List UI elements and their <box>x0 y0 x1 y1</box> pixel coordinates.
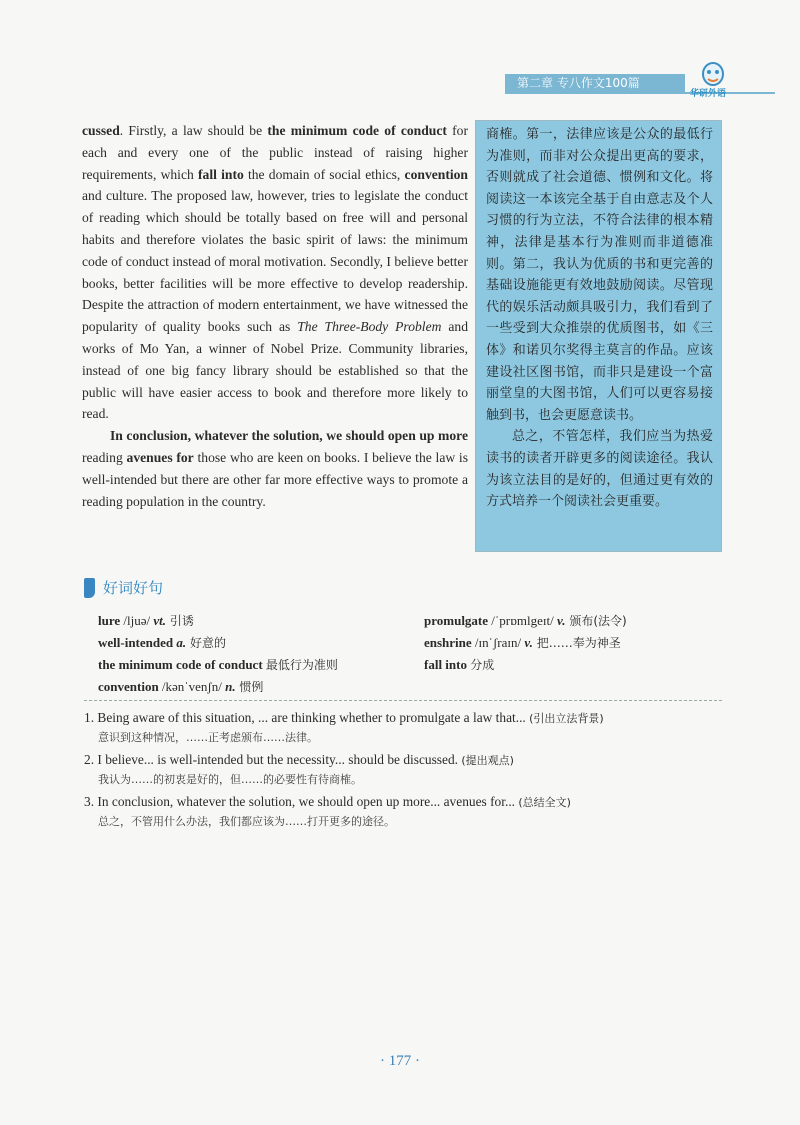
vocab-item <box>98 678 263 695</box>
sentence-tag: (总结全文) <box>518 796 571 809</box>
essay-paragraph-2 <box>82 425 468 512</box>
translation-paragraph-2: 总之，不管怎样，我们应当为热爱读书的读者开辟更多的阅读途径。我认为该立法目的是好的，但通过更有效的方式培养一个阅读社会更重要。 <box>486 429 713 510</box>
vocab-meaning: 把……奉为神圣 <box>532 636 621 650</box>
vocab-meaning: 惯例 <box>235 680 264 694</box>
vocab-term: enshrine <box>424 635 472 650</box>
vocab-pos: vt. <box>153 613 167 628</box>
vocab-phonetic: /ˈprɒmlgeɪt/ <box>488 613 557 628</box>
essay-text-run: for each and every one of the public instead of raising higher requirements, which <box>82 123 468 182</box>
vocab-pos: v. <box>556 613 566 628</box>
essay-text-run: reading <box>82 449 127 465</box>
essay-text-run: fall into <box>198 166 244 182</box>
vocab-meaning: 好意的 <box>186 636 226 650</box>
vocab-item <box>98 656 338 673</box>
sentence-item <box>84 708 734 747</box>
vocab-pos: a. <box>176 635 187 650</box>
essay-text-run: . Firstly, a law should be <box>119 123 268 138</box>
vocab-meaning: 颁布(法令) <box>565 614 627 628</box>
sentence-chinese: 总之，不管用什么办法，我们都应该为……打开更多的途径。 <box>98 815 395 828</box>
brand-name: 华研外语 <box>690 89 727 99</box>
vocab-item <box>98 612 194 629</box>
sentence-chinese: 我认为……的初衷是好的，但……的必要性有待商榷。 <box>98 773 362 786</box>
vocab-item <box>424 634 621 651</box>
essay-text-run: and works of Mo Yan, a winner of Nobel Prize. Community libraries, instead of one big fancy library should be established so that the public will have easier access to book and therefore more likely to read. <box>82 319 468 422</box>
vocab-phonetic: /kənˈvenʃn/ <box>158 679 226 694</box>
translation-paragraph-1: 商榷。第一，法律应该是公众的最低行为准则，而非对公众提出更高的要求，否则就成了社会道德、惯例和文化。将阅读这一本该完全基于自由意志及个人习惯的行为立法，不符合法律的根本精神，法律是基本行为准则而非道德准则。第二，我认为优质的书和更完善的基础设施能更有效地鼓励阅读。尽管现代的娱乐活动颇具吸引力，我们看到了一些受到大众推崇的优质图书，如《三体》和诺贝尔奖得主莫言的作品。应该建设社区图书馆，而非只是建设一个富丽堂皇的大图书馆，人们可以更容易接触到书，也会更愿意读书。 <box>486 127 713 423</box>
sentence-english: 1. Being aware of this situation, ... are thinking whether to promulgate a law that... <box>84 710 530 725</box>
chinese-translation-box <box>475 120 722 552</box>
vocab-pos: v. <box>524 635 533 650</box>
essay-text-run: convention <box>404 166 468 182</box>
essay-text-run: cussed <box>82 123 120 138</box>
vocab-term: fall into <box>424 657 467 672</box>
vocab-phonetic: /ɪnˈʃraɪn/ <box>471 635 525 650</box>
vocab-term: the minimum code of conduct <box>98 657 263 672</box>
sentence-tag: (引出立法背景) <box>529 712 604 725</box>
essay-text-run: and culture. The proposed law, however, tries to legislate the conduct of reading which should be totally based on free will and personal habits and therefore violates the basic spirit of laws: the minimum code of conduct instead of moral motivation. Secondly, I believe better books, better facilities will be more effective to develop readership. Despite the attraction of modern entertainment, we have witnessed the popularity of quality books such as <box>82 188 468 335</box>
chapter-header: 第二章 专八作文100篇 <box>505 74 685 92</box>
essay-text-run: The Three-Body Problem <box>297 319 442 335</box>
section-marker-icon <box>84 578 95 598</box>
sentence-item <box>84 750 734 789</box>
essay-text-run: avenues for <box>126 449 194 465</box>
vocab-item <box>424 612 627 629</box>
essay-paragraph-1 <box>82 120 468 425</box>
vocab-meaning: 引诱 <box>166 614 194 628</box>
vocab-term: lure <box>98 613 121 628</box>
vocab-pos: n. <box>225 679 236 694</box>
vocab-meaning: 最低行为准则 <box>265 658 338 672</box>
vocab-item <box>98 634 226 651</box>
english-essay <box>82 120 468 512</box>
essay-text-run: the minimum code of conduct <box>267 123 447 138</box>
vocab-term: promulgate <box>424 613 489 628</box>
page-number: · 177 · <box>380 1053 420 1069</box>
sentence-item <box>84 792 734 831</box>
vocab-term: convention <box>98 679 159 694</box>
vocab-item <box>424 656 494 673</box>
vocab-meaning: 分成 <box>470 658 495 672</box>
sentence-tag: (提出观点) <box>461 754 514 767</box>
essay-text-run: In conclusion, whatever the solution, we should open up more <box>110 428 468 444</box>
essay-text-run: those who are keen on books. I believe the law is well-intended but there are other far more effective ways to promote a reading population in the country. <box>82 449 469 509</box>
vocab-term: well-intended <box>98 635 174 650</box>
section-title: 好词好句 <box>103 579 164 597</box>
vocab-phonetic: /ljuə/ <box>120 613 154 628</box>
divider <box>84 700 722 701</box>
essay-text-run: the domain of social ethics, <box>243 166 405 182</box>
sentence-english: 3. In conclusion, whatever the solution, we should open up more... avenues for... <box>84 794 519 809</box>
sentence-english: 2. I believe... is well-intended but the necessity... should be discussed. <box>84 752 462 767</box>
sentence-chinese: 意识到这种情况，……正考虑颁布……法律。 <box>98 731 318 744</box>
